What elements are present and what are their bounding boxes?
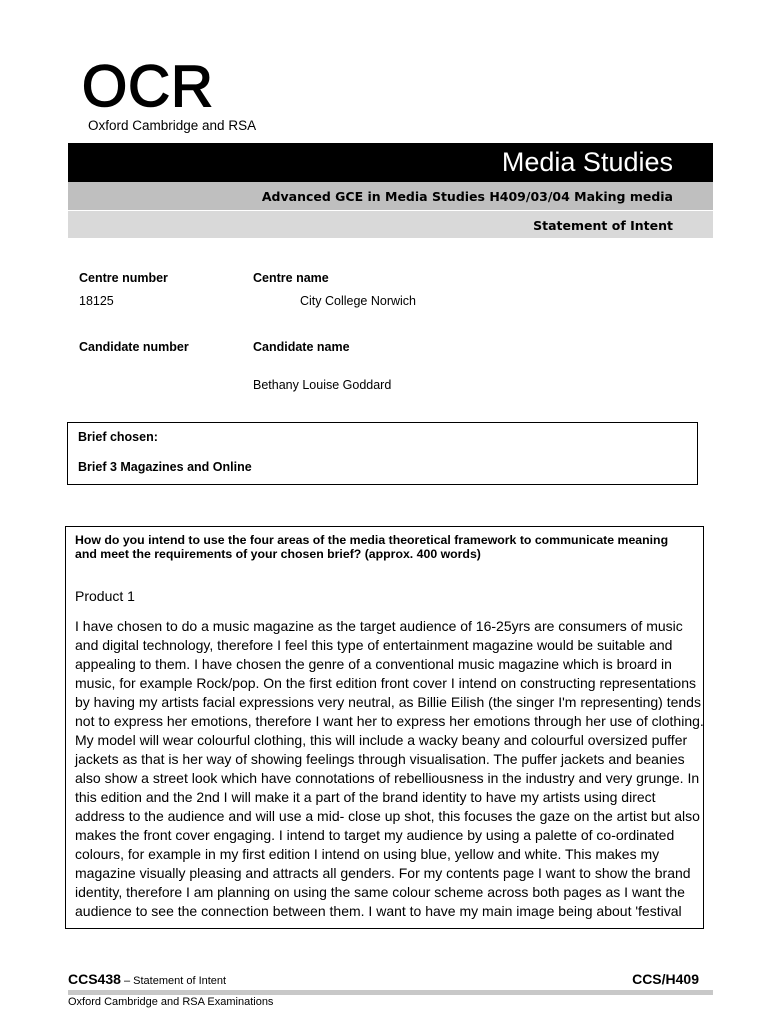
footer-code: CCS438 [68, 971, 121, 987]
brief-chosen-value: Brief 3 Magazines and Online [78, 460, 252, 474]
brief-chosen-label: Brief chosen: [78, 430, 158, 444]
footer-doc-name: Statement of Intent [133, 975, 227, 987]
statement-line: audience to see the connection between them. I want to have my main image being about 'festival [75, 903, 682, 919]
statement-line: and digital technology, therefore I feel this type of entertainment magazine would be suitable and [75, 637, 673, 653]
statement-line: magazine visually pleasing and attracts all genders. For my contents page I want to show the brand [75, 865, 691, 881]
product-heading: Product 1 [75, 588, 135, 604]
centre-number-value: 18125 [79, 294, 114, 308]
brief-chosen-box [67, 422, 698, 485]
form-name-banner [68, 211, 713, 238]
statement-line: music, for example Rock/pop. On the first edition front cover I intend on constructing representations [75, 675, 696, 691]
statement-line: this edition and the 2nd I will make it a part of the brand identity to have my artists using direct [75, 789, 656, 805]
title-banner [68, 143, 713, 182]
centre-name-label: Centre name [253, 271, 329, 285]
ocr-logo-mark: OCR [82, 54, 214, 119]
candidate-number-label: Candidate number [79, 340, 189, 354]
ocr-logo [82, 54, 304, 142]
question-prompt: How do you intend to use the four areas of the media theoretical framework to communicate meaning and meet the requirements of your chosen brief? (approx. 400 words) [75, 533, 669, 561]
qualification-banner [68, 182, 713, 210]
footer-organisation: Oxford Cambridge and RSA Examinations [68, 996, 274, 1008]
statement-line: colours, for example in my first edition I intend on using blue, yellow and white. This makes my [75, 846, 660, 862]
candidate-name-value: Bethany Louise Goddard [253, 378, 392, 392]
statement-line: My model will wear colourful clothing, this will include a wacky beany and colourful oversized puffer [75, 732, 688, 748]
statement-line: not to express her emotions, therefore I want her to express her emotions through her use of clothing. [75, 713, 704, 729]
statement-line: jackets as that is her way of showing feelings through visualisation. The puffer jackets and beanies [75, 751, 685, 767]
statement-line: address to the audience and will use a mid- close up shot, this focuses the gaze on the artist but also [75, 808, 700, 824]
statement-line: also show a street look which have connotations of rebelliousness in the industry and very grunge. In [75, 770, 700, 786]
centre-name-value: City College Norwich [300, 294, 417, 308]
footer-separator: – [120, 975, 134, 987]
statement-line: by having my artists facial expressions very neutral, as Billie Eilish (the singer I'm representing) tends [75, 694, 701, 710]
qualification-title: Advanced GCE in Media Studies H409/03/04 Making media [261, 189, 673, 204]
candidate-name-label: Candidate name [253, 340, 350, 354]
statement-line: appealing to them. I have chosen the genre of a conventional music magazine which is broard in [75, 656, 672, 672]
statement-line: identity, therefore I am planning on using the same colour scheme across both pages as I want the [75, 884, 685, 900]
form-name: Statement of Intent [533, 218, 673, 233]
footer-document-code [68, 971, 226, 989]
statement-line: makes the front cover engaging. I intend to target my audience by using a palette of co-ordinated [75, 827, 675, 843]
statement-line: I have chosen to do a music magazine as the target audience of 16-25yrs are consumers of music [75, 618, 683, 634]
centre-number-label: Centre number [79, 271, 168, 285]
statement-box [65, 526, 704, 929]
ocr-logo-subtitle: Oxford Cambridge and RSA [88, 118, 257, 133]
footer-divider [68, 990, 713, 995]
document-title: Media Studies [501, 147, 673, 177]
footer-spec-code: CCS/H409 [632, 971, 699, 987]
